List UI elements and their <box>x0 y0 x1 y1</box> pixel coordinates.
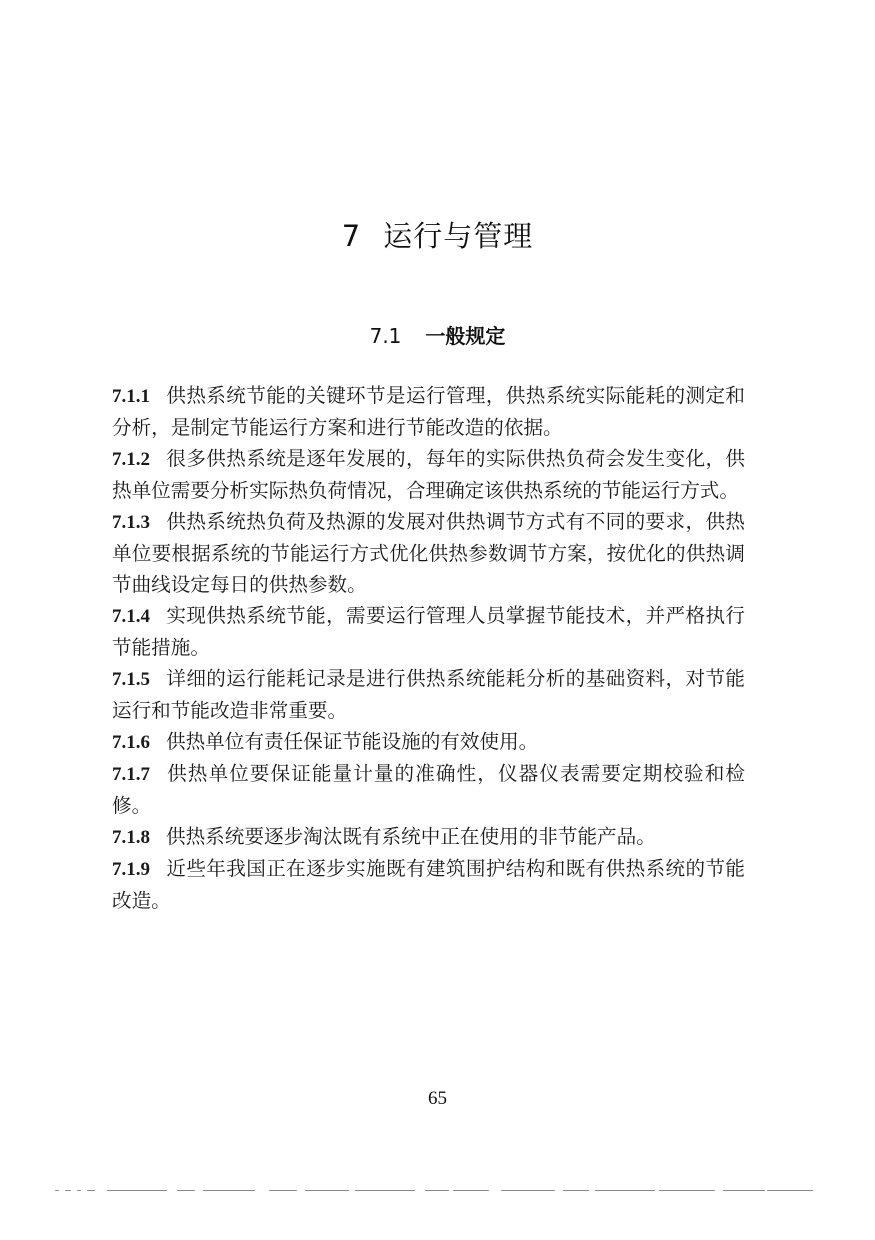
scan-speck <box>305 1190 349 1191</box>
clause-7-1-4 <box>112 600 745 663</box>
section-title-text: 一般规定 <box>425 324 506 348</box>
clause-text: 供热系统热负荷及热源的发展对供热调节方式有不同的要求，供热单位要根据系统的节能运行方式优化供热参数调节方案，按优化的供热调节曲线设定每日的供热参数。 <box>112 510 745 596</box>
scan-speck <box>595 1190 655 1191</box>
clause-text: 近些年我国正在逐步实施既有建筑围护结构和既有供热系统的节能改造。 <box>112 857 745 912</box>
chapter-number: 7 <box>341 219 362 253</box>
scan-speck <box>87 1190 95 1191</box>
clause-text: 供热系统要逐步淘汰既有系统中正在使用的非节能产品。 <box>166 825 656 848</box>
page-number: 65 <box>428 1088 447 1109</box>
scan-speck <box>425 1190 449 1191</box>
clause-7-1-5 <box>112 663 745 726</box>
clause-7-1-7 <box>112 758 745 821</box>
clause-number: 7.1.9 <box>112 859 150 880</box>
scan-speck <box>659 1190 715 1191</box>
scan-speck <box>55 1190 59 1191</box>
scan-speck <box>269 1190 297 1191</box>
clause-number: 7.1.1 <box>112 386 150 407</box>
scan-edge-noise <box>55 1188 815 1194</box>
scan-speck <box>501 1190 555 1191</box>
clause-text: 详细的运行能耗记录是进行供热系统能耗分析的基础资料，对节能运行和节能改造非常重要。 <box>112 667 745 722</box>
section-title <box>0 320 875 349</box>
chapter-title <box>0 214 875 255</box>
scan-speck <box>767 1190 813 1191</box>
clause-number: 7.1.7 <box>112 764 150 785</box>
scan-speck <box>563 1190 589 1191</box>
scan-speck <box>723 1190 765 1191</box>
clause-7-1-9 <box>112 853 745 916</box>
scan-speck <box>203 1190 255 1191</box>
clause-7-1-2 <box>112 443 745 506</box>
clause-text: 供热系统节能的关键环节是运行管理，供热系统实际能耗的测定和分析，是制定节能运行方案和进行节能改造的依据。 <box>112 384 745 439</box>
clause-7-1-3 <box>112 506 745 600</box>
clause-text: 很多供热系统是逐年发展的，每年的实际供热负荷会发生变化，供热单位需要分析实际热负荷情况，合理确定该供热系统的节能运行方式。 <box>112 447 745 502</box>
scan-speck <box>453 1190 489 1191</box>
clause-list <box>112 380 745 916</box>
clause-7-1-8 <box>112 821 745 853</box>
clause-text: 供热单位有责任保证节能设施的有效使用。 <box>166 730 539 753</box>
clause-number: 7.1.2 <box>112 449 150 470</box>
clause-number: 7.1.6 <box>112 732 150 753</box>
scan-speck <box>177 1190 195 1191</box>
clause-7-1-6 <box>112 726 745 758</box>
clause-7-1-1 <box>112 380 745 443</box>
clause-text: 实现供热系统节能，需要运行管理人员掌握节能技术，并严格执行节能措施。 <box>112 604 745 659</box>
scan-speck <box>77 1190 81 1191</box>
clause-number: 7.1.5 <box>112 669 150 690</box>
section-number: 7.1 <box>369 324 402 348</box>
scan-speck <box>355 1190 415 1191</box>
clause-number: 7.1.8 <box>112 827 150 848</box>
scan-speck <box>107 1190 167 1191</box>
clause-number: 7.1.3 <box>112 512 150 533</box>
scan-speck <box>65 1190 71 1191</box>
clause-text: 供热单位要保证能量计量的准确性，仪器仪表需要定期校验和检修。 <box>112 762 745 817</box>
chapter-title-text: 运行与管理 <box>383 219 534 253</box>
clause-number: 7.1.4 <box>112 606 150 627</box>
